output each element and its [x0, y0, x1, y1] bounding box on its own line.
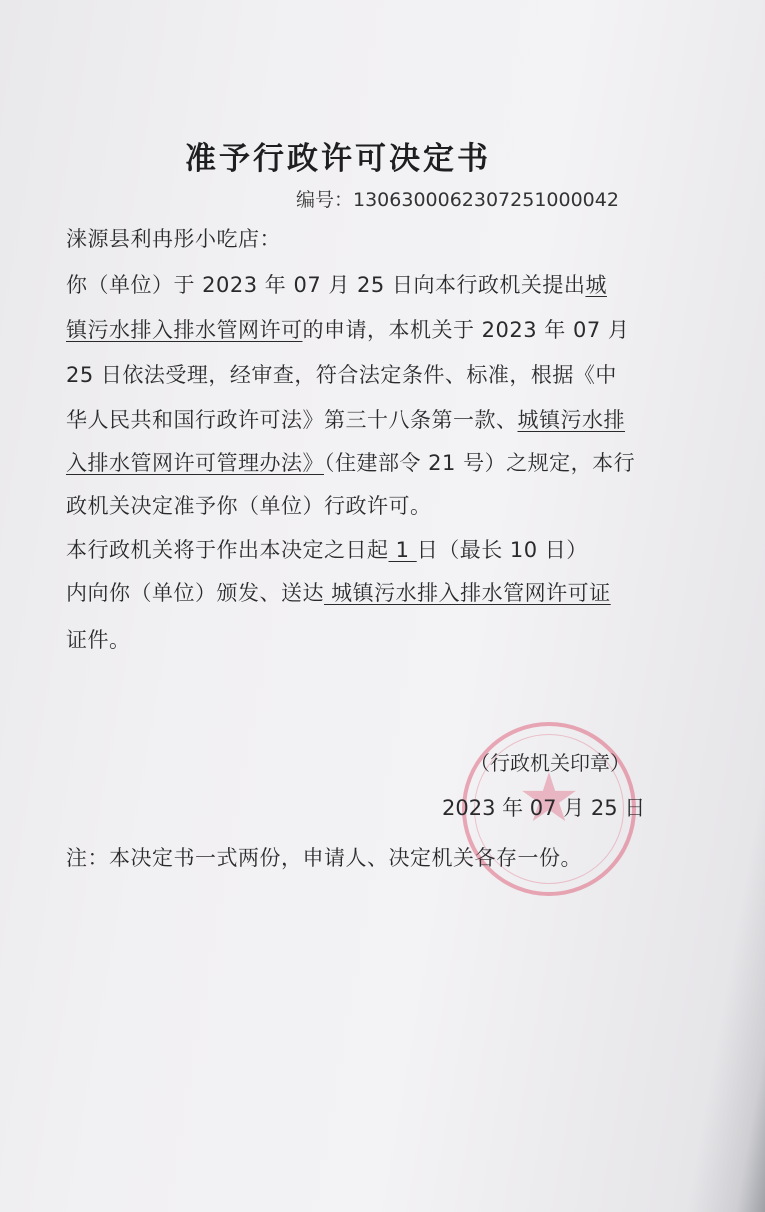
stamp-label: （行政机关印章）: [470, 751, 630, 775]
underlined-field: 城镇污水排: [517, 408, 625, 432]
body-line: [66, 493, 432, 519]
text-segment: 25 日依法受理，经审查，符合法定条件、标准，根据《中: [66, 363, 617, 387]
text-segment: 本行政机关将于作出本决定之日起: [66, 538, 389, 562]
document-number: 编号：1306300062307251000042: [296, 189, 619, 211]
body-line: [66, 537, 588, 563]
text-segment: 你（单位）于 2023 年 07 月 25 日向本行政机关提出: [66, 273, 586, 297]
body-line: [66, 407, 625, 433]
text-segment: 涞源县利冉彤小吃店：: [66, 227, 281, 251]
body-line: [66, 580, 611, 606]
issue-date: 2023 年 07 月 25 日: [442, 796, 646, 820]
body-line: [66, 362, 617, 388]
text-segment: 的申请，本机关于 2023 年 07 月: [302, 318, 630, 342]
underlined-field: 1: [388, 538, 417, 562]
document-title: 准予行政许可决定书: [185, 141, 491, 177]
underlined-field: 入排水管网许可管理办法》: [66, 451, 324, 475]
body-line: [66, 226, 281, 252]
text-segment: 日（最长 10 日）: [416, 538, 588, 562]
underlined-field: 城: [585, 273, 607, 297]
body-line: [66, 317, 629, 343]
text-segment: 华人民共和国行政许可法》第三十八条第一款、: [66, 408, 518, 432]
note: 注：本决定书一式两份，申请人、决定机关各存一份。: [66, 846, 582, 870]
body-line: [66, 450, 635, 476]
underlined-field: 城镇污水排入排水管网许可证: [324, 581, 611, 605]
underlined-field: 镇污水排入排水管网许可: [66, 318, 303, 342]
text-segment: 内向你（单位）颁发、送达: [66, 581, 324, 605]
body-line: [66, 627, 131, 653]
text-segment: （住建部令 21 号）之规定，本行: [324, 451, 636, 475]
text-segment: 政机关决定准予你（单位）行政许可。: [66, 494, 432, 518]
body-line: [66, 272, 607, 298]
text-segment: 证件。: [66, 628, 131, 652]
